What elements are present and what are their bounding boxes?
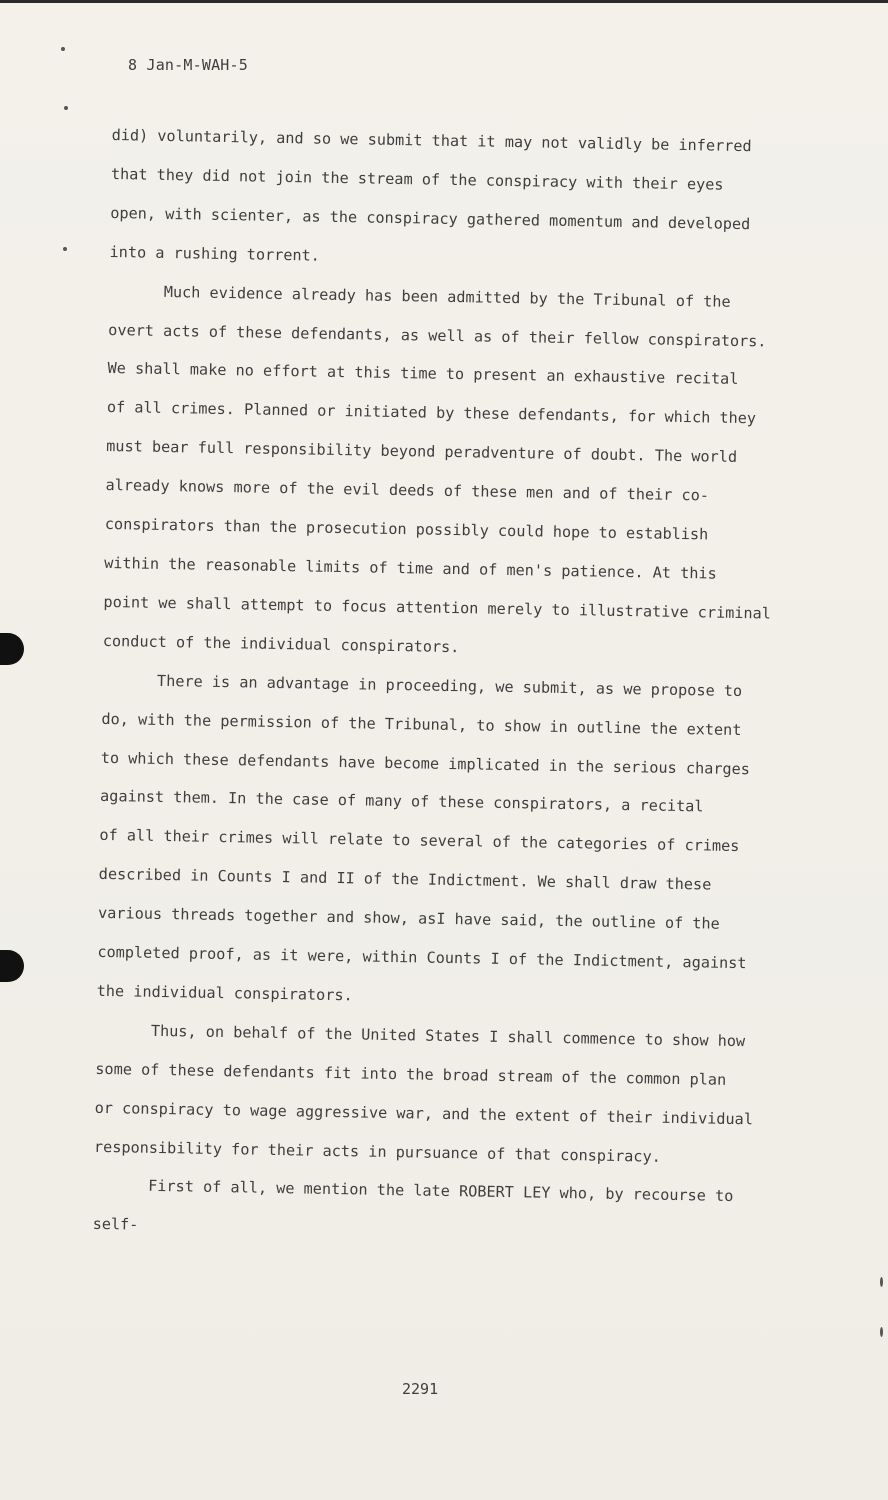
paper-mark xyxy=(880,1327,883,1337)
document-body xyxy=(92,116,824,1257)
binder-hole xyxy=(0,633,24,665)
top-edge-line xyxy=(0,0,888,3)
paper-speck xyxy=(61,47,65,51)
paper-speck xyxy=(64,106,68,110)
paragraph-3: There is an advantage in proceeding, we submit, as we propose to do, with the permission of the Tribunal, to show in outline the extent to which these defendants have become implicated in the serious charges against them. In the case of many of these conspirators, a recital of all their crimes will relate to several of the categories of crimes described in Counts I and II of the Indictment. We shall draw these various threads together and show, asI have said, the outline of the completed proof, as it were, within Counts I of the Indictment, against the individual conspirators. xyxy=(96,670,751,1005)
paragraph-4: Thus, on behalf of the United States I shall commence to show how some of these defendants fit into the broad stream of the common plan or conspiracy to wage aggressive war, and the extent of their individual responsibility for their acts in pursuance of that conspiracy. xyxy=(93,1020,754,1166)
paper-speck xyxy=(63,247,67,251)
binder-hole xyxy=(0,950,24,982)
document-header: 8 Jan-M-WAH-5 xyxy=(128,56,248,74)
paragraph-5: First of all, we mention the late ROBERT LEY who, by recourse to self- xyxy=(92,1176,734,1235)
paragraph-1: did) voluntarily, and so we submit that it may not validly be inferred that they did not join the stream of the conspiracy with their eyes open, with scienter, as the conspiracy gathered momentum and developed into a rushing torrent. xyxy=(109,125,752,265)
paragraph-2: Much evidence already has been admitted by the Tribunal of the overt acts of these defendants, as well as of their fellow conspirators. We shall make no effort at this time to present an exhaustive recital of all crimes. Planned or initiated by these defendants, for which they must bear full responsibility beyond peradventure of doubt. The world already knows more of the evil deeds of these men and of their co- conspirators than the prosecution possibly could hope to establish within the reasonable limits of time and of men's patience. At this point we shall attempt to focus attention merely to illustrative criminal conduct of the individual conspirators. xyxy=(102,281,772,656)
page-number: 2291 xyxy=(402,1380,439,1398)
paper-mark xyxy=(880,1277,883,1287)
